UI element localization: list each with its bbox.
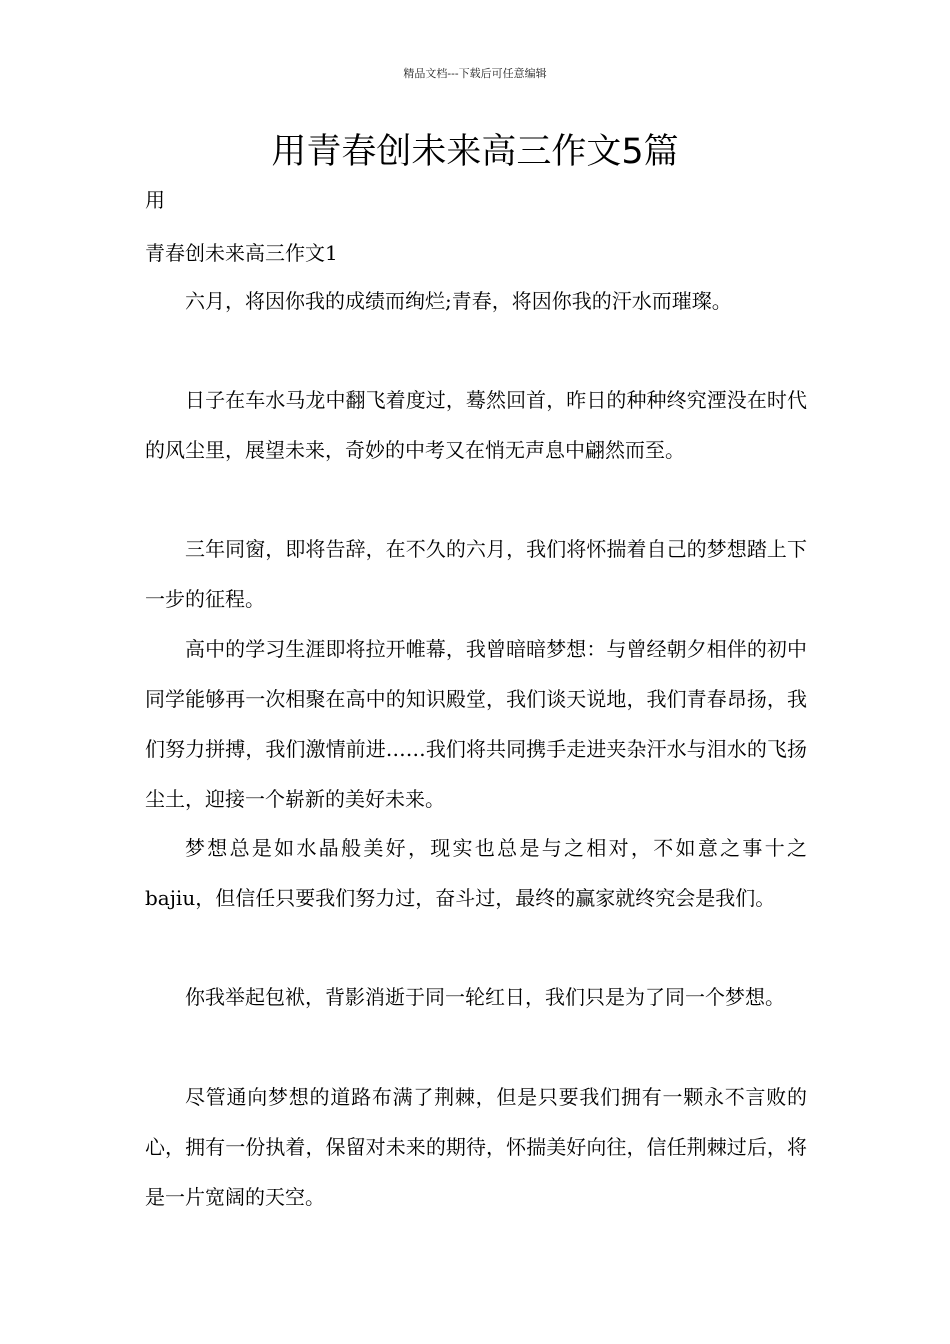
paragraph-5: 梦想总是如水晶般美好，现实也总是与之相对，不如意之事十之bajiu，但信任只要我们努力过，奋斗过，最终的赢家就终究会是我们。	[145, 836, 807, 910]
paragraph-2: 日子在车水马龙中翻飞着度过，蓦然回首，昨日的种种终究湮没在时代的风尘里，展望未来，奇妙的中考又在悄无声息中翩然而至。	[145, 388, 807, 462]
paragraph-6: 你我举起包袱，背影消逝于同一轮红日，我们只是为了同一个梦想。	[185, 985, 785, 1009]
essay-subtitle: 青春创未来高三作文1	[145, 241, 338, 265]
paragraph-1: 六月，将因你我的成绩而绚烂;青春，将因你我的汗水而璀璨。	[185, 289, 732, 313]
document-title: 用青春创未来高三作文5篇	[271, 132, 679, 172]
header-note: 精品文档---下载后可任意编辑	[403, 67, 547, 80]
paragraph-4: 高中的学习生涯即将拉开帷幕，我曾暗暗梦想：与曾经朝夕相伴的初中同学能够再一次相聚在高中的知识殿堂，我们谈天说地，我们青春昂扬，我们努力拼搏，我们激情前进……我们将共同携手走进夹杂汗水与泪水的飞扬尘土，迎接一个崭新的美好未来。	[145, 637, 807, 811]
paragraph-7: 尽管通向梦想的道路布满了荆棘，但是只要我们拥有一颗永不言败的心，拥有一份执着，保留对未来的期待，怀揣美好向往，信任荆棘过后，将是一片宽阔的天空。	[145, 1085, 807, 1209]
paragraph-3: 三年同窗，即将告辞，在不久的六月，我们将怀揣着自己的梦想踏上下一步的征程。	[145, 537, 807, 611]
lead-word: 用	[145, 188, 165, 212]
